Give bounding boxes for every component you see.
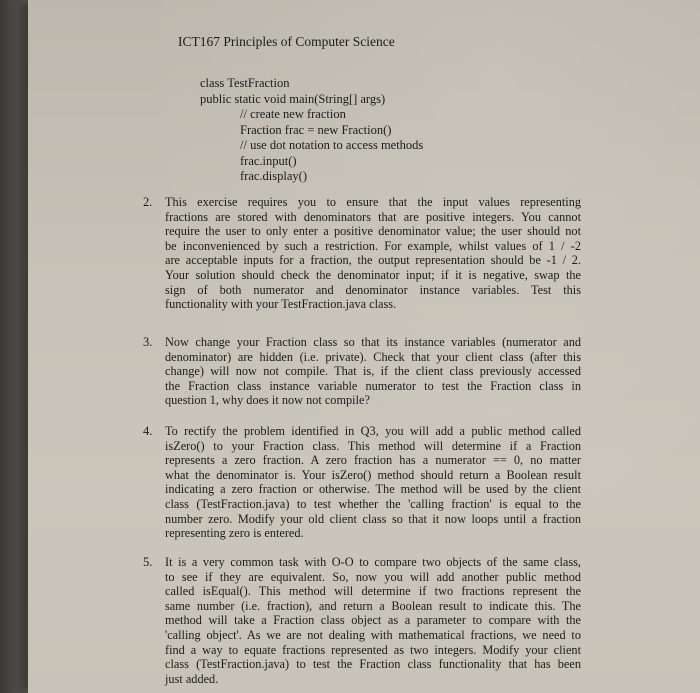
text-line: functionality with your TestFraction.java class. bbox=[165, 297, 397, 312]
text-line: isZero() to your Fraction class. This method will determine if a Fraction bbox=[165, 438, 581, 453]
text-line: are acceptable inputs for a fraction, the output representation should be -1 / 2. bbox=[165, 253, 581, 268]
text-line: change) will now not compile. That is, if the client class previously accessed bbox=[165, 364, 581, 379]
text-line: This exercise requires you to ensure that the input values representing bbox=[165, 195, 581, 209]
code-line: Fraction frac = new Fraction() bbox=[240, 122, 392, 137]
text-line: representing zero is entered. bbox=[165, 526, 304, 541]
text-line: represents a zero fraction. A zero fraction has a numerator == 0, no matter bbox=[165, 453, 581, 468]
paper-sheet bbox=[28, 0, 700, 693]
code-line: class TestFraction bbox=[200, 76, 290, 90]
question-text bbox=[165, 195, 581, 312]
text-line: sign of both numerator and denominator instance variables. Test this bbox=[165, 282, 581, 297]
code-line: frac.display() bbox=[240, 169, 307, 183]
code-line: frac.input() bbox=[240, 153, 297, 168]
text-line: It is a very common task with O-O to compare two objects of the same class, bbox=[165, 555, 581, 569]
code-line: // use dot notation to access methods bbox=[240, 138, 424, 152]
text-line: fractions are stored with denominators that are positive integers. You cannot bbox=[165, 209, 581, 224]
text-line: To rectify the problem identified in Q3, you will add a public method called bbox=[165, 424, 581, 438]
text-line: what the denominator is. Your isZero() method should return a Boolean result bbox=[165, 467, 581, 482]
text-line: called isEqual(). This method will determine if two fractions represent the bbox=[165, 584, 581, 599]
text-line: class (TestFraction.java) to test whether the 'calling fraction' is equal to the bbox=[165, 496, 581, 511]
code-line: // create new fraction bbox=[240, 107, 346, 121]
text-line: just added. bbox=[165, 671, 219, 686]
text-line: Your solution should check the denominator input; if it is negative, swap the bbox=[165, 267, 581, 282]
text-line: class (TestFraction.java) to test the Fraction class functionality that has been bbox=[165, 657, 581, 672]
page-title: ICT167 Principles of Computer Science bbox=[178, 34, 395, 49]
question-text bbox=[165, 555, 581, 686]
question-text bbox=[165, 335, 581, 408]
text-line: require the user to only enter a positive denominator value; the user should not bbox=[165, 224, 581, 239]
question-number: 5. bbox=[143, 555, 153, 569]
text-line: indicating a zero fraction or otherwise. The method will be used by the client bbox=[165, 482, 581, 497]
question-number: 2. bbox=[143, 195, 153, 209]
text-line: denominator) are hidden (i.e. private). Check that your client class (after this bbox=[165, 349, 581, 364]
question-number: 3. bbox=[143, 335, 153, 349]
document bbox=[28, 0, 700, 693]
question-text bbox=[165, 424, 581, 541]
text-line: be inconvenienced by such a restriction. For example, whilst values of 1 / -2 bbox=[165, 238, 581, 253]
code-line: public static void main(String[] args) bbox=[200, 91, 386, 106]
text-line: to see if they are equivalent. So, now you will add another public method bbox=[165, 569, 581, 584]
text-line: 'calling object'. As we are not dealing with mathematical fractions, we need to bbox=[165, 627, 581, 642]
text-line: number zero. Modify your old client class so that it now loops until a fraction bbox=[165, 511, 581, 526]
text-line: Now change your Fraction class so that its instance variables (numerator and bbox=[165, 335, 581, 349]
text-line: question 1, why does it now not compile? bbox=[165, 393, 370, 408]
code-block bbox=[200, 76, 423, 185]
text-line: the Fraction class instance variable numerator to test the Fraction class in bbox=[165, 378, 581, 393]
question-number: 4. bbox=[143, 424, 153, 438]
text-line: find a way to equate fractions represented as two integers. Modify your client bbox=[165, 642, 581, 657]
text-line: same number (i.e. fraction), and return a Boolean result to indicate this. The bbox=[165, 598, 581, 613]
text-line: method will take a Fraction class object as a parameter to compare with the bbox=[165, 613, 581, 628]
